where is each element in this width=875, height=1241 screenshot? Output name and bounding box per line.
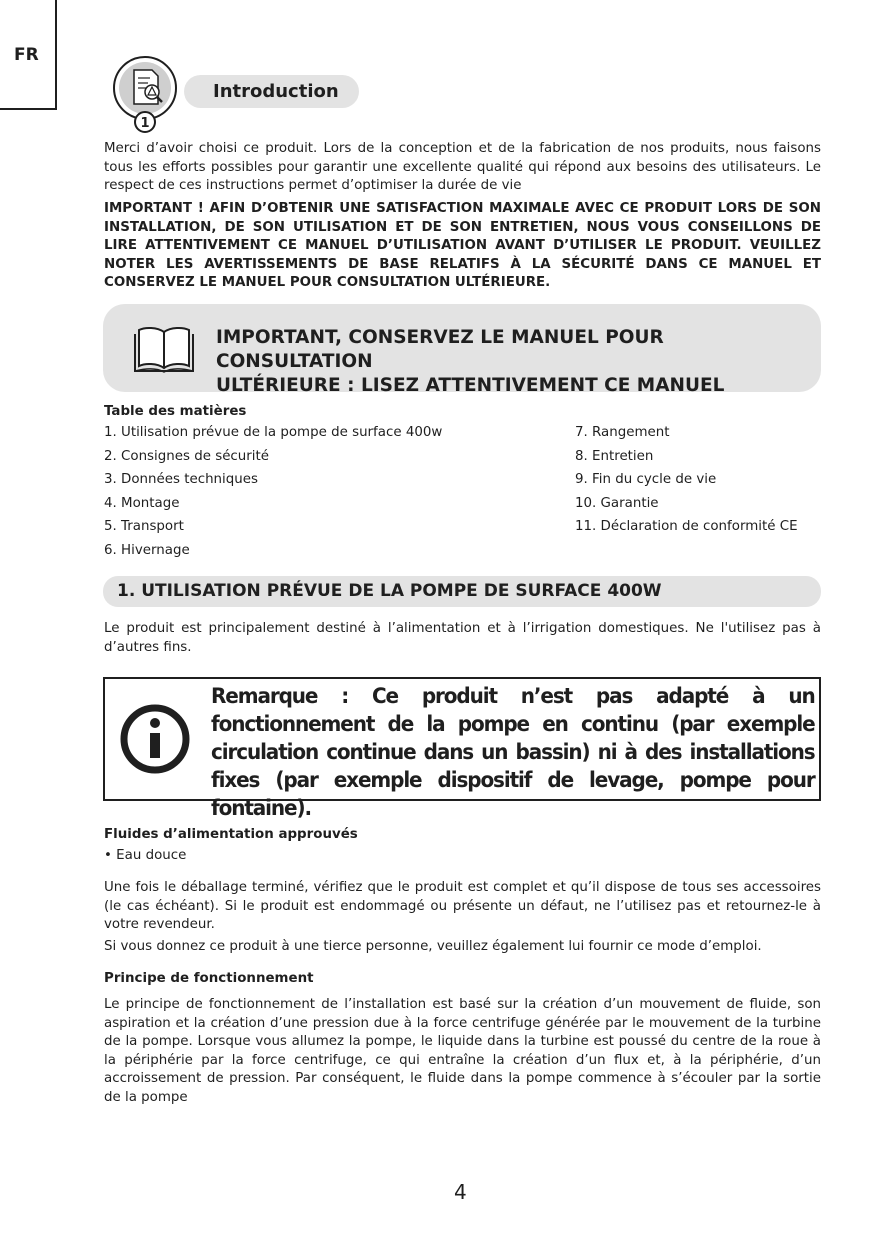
important-callout <box>103 304 821 396</box>
fluids-heading: Fluides d’alimentation approuvés <box>104 827 358 842</box>
toc-item: 10. Garantie <box>575 495 659 511</box>
important-line-1: IMPORTANT, CONSERVEZ LE MANUEL POUR CONSULTATION <box>216 327 664 372</box>
toc-item: 4. Montage <box>104 495 180 511</box>
toc-item: 11. Déclaration de conformité CE <box>575 519 798 534</box>
toc-item: 7. Rangement <box>575 425 670 440</box>
info-icon <box>119 703 191 775</box>
language-label: FR <box>14 45 39 65</box>
note-text: Remarque : Ce produit n’est pas adapté à un fonctionnement de la pompe en continu (par exemple circulation continue dans un bassin) ni à des installations fixes (par exemple dispositif de levage, pompe pour fontaine). <box>211 684 815 821</box>
important-line-2: ULTÉRIEURE : LISEZ ATTENTIVEMENT CE MANUEL <box>216 375 725 396</box>
toc-item: 2. Consignes de sécurité <box>104 448 269 464</box>
language-tab <box>0 0 57 110</box>
toc-title: Table des matières <box>104 404 247 419</box>
toc-item: 6. Hivernage <box>104 542 190 558</box>
toc-item: 9. Fin du cycle de vie <box>575 472 717 487</box>
principle-heading: Principe de fonctionnement <box>104 971 314 986</box>
intro-paragraph: Merci d’avoir choisi ce produit. Lors de la conception et de la fabrication de nos produits, nous faisons tous les efforts possibles pour garantir une excellente qualité qui répond aux besoins des utilisateurs. Le respect de ces instructions permet d’optimiser la durée de vie <box>104 141 821 193</box>
open-book-icon <box>133 324 195 374</box>
document-warning-icon <box>112 56 178 134</box>
toc-right-column <box>575 424 798 542</box>
fluids-bullet: • Eau douce <box>104 848 187 863</box>
toc-item: 5. Transport <box>104 519 184 534</box>
toc-item: 3. Données techniques <box>104 472 258 487</box>
handover-paragraph: Si vous donnez ce produit à une tierce personne, veuillez également lui fournir ce mode d’emploi. <box>104 939 762 954</box>
section-1-heading: 1. UTILISATION PRÉVUE DE LA POMPE DE SURFACE 400W <box>103 576 821 607</box>
intro-step-number: 1 <box>140 116 150 131</box>
section-1-paragraph: Le produit est principalement destiné à l’alimentation et à l’irrigation domestiques. Ne l'utilisez pas à d’autres fins. <box>104 621 821 655</box>
note-callout <box>103 677 821 821</box>
toc-item: 1. Utilisation prévue de la pompe de surface 400w <box>104 425 443 440</box>
unpack-paragraph: Une fois le déballage terminé, vérifiez que le produit est complet et qu’il dispose de tous ses accessoires (le cas échéant). Si le produit est endommagé ou présente un défaut, ne l’utilisez pas et retournez-le à votre revendeur. <box>104 880 821 932</box>
intro-heading: Introduction <box>184 75 359 108</box>
principle-paragraph: Le principe de fonctionnement de l’installation est basé sur la création d’un mouvement de fluide, son aspiration et la création d’une pression due à la force centrifuge générée par le mouvement de la turbine de la pompe. Lorsque vous allumez la pompe, le liquide dans la turbine est poussé du centre de la roue à la périphérie par la force centrifuge, ce qui entraîne la création d’un flux et, à la périphérie, d’un accroissement de pression. Par conséquent, le fluide dans la pompe commence à s’écouler par la sortie de la pompe <box>104 997 821 1105</box>
intro-warning: IMPORTANT ! AFIN D’OBTENIR UNE SATISFACTION MAXIMALE AVEC CE PRODUIT LORS DE SON INSTALLATION, DE SON UTILISATION ET DE SON ENTRETIEN, NOUS VOUS CONSEILLONS DE LIRE ATTENTIVEMENT CE MANUEL D’UTILISATION AVANT D’UTILISER LE PRODUIT. VEUILLEZ NOTER LES AVERTISSEMENTS DE BASE RELATIFS À LA SÉCURITÉ DANS CE MANUEL ET CONSERVEZ LE MANUEL POUR CONSULTATION ULTÉRIEURE. <box>104 201 821 290</box>
toc-item: 8. Entretien <box>575 448 654 464</box>
page-number: 4 <box>454 1180 467 1204</box>
toc-left-column <box>104 424 442 565</box>
